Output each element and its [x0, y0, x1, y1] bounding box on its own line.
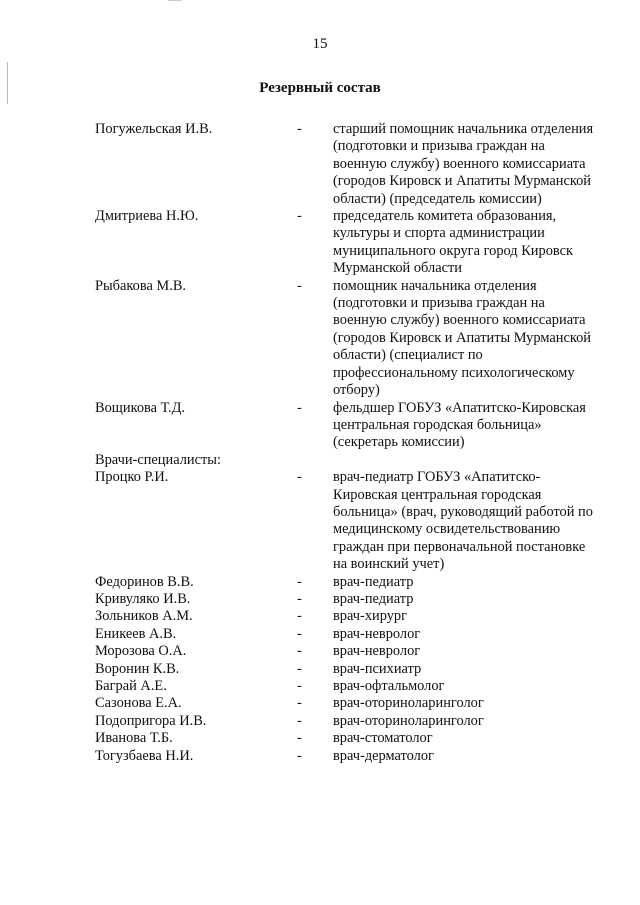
separator-dash: - [297, 712, 302, 729]
member-name: Дмитриева Н.Ю. [95, 208, 199, 225]
member-name: Сазонова Е.А. [95, 695, 182, 712]
member-role [333, 400, 613, 452]
role-line: профессиональному психологическому [333, 364, 575, 381]
role-line: на воинский учет) [333, 556, 445, 573]
role-line: врач-оториноларинголог [333, 712, 484, 729]
roster-row [95, 208, 615, 278]
role-line: отбору) [333, 382, 380, 399]
roster-row [95, 626, 615, 643]
roster-row [95, 591, 615, 608]
role-line: старший помощник начальника отделения [333, 121, 594, 137]
specialists-label-row [95, 452, 615, 469]
roster-row [95, 574, 615, 591]
separator-dash: - [297, 747, 302, 764]
member-role [333, 678, 613, 695]
member-name: Иванова Т.Б. [95, 730, 173, 747]
role-line: врач-стоматолог [333, 730, 433, 747]
role-line: военную службу) военного комиссариата [333, 312, 586, 329]
member-name: Еникеев А.В. [95, 625, 177, 642]
member-name: Баграй А.Е. [95, 678, 167, 694]
member-role [333, 574, 613, 591]
role-line: врач-хирург [333, 608, 408, 625]
role-line: врач-невролог [333, 625, 421, 642]
role-line: врач-офтальмолог [333, 678, 445, 694]
roster-row [95, 469, 615, 573]
specialists-label: Врачи-специалисты: [95, 451, 221, 468]
separator-dash: - [297, 643, 302, 660]
member-role [333, 695, 613, 712]
separator-dash: - [297, 277, 302, 294]
roster-row [95, 400, 615, 452]
separator-dash: - [297, 399, 302, 416]
roster-row [95, 278, 615, 400]
page-number: 15 [312, 36, 328, 52]
member-name: Подопригора И.В. [95, 712, 207, 729]
member-name: Федоринов В.В. [95, 573, 194, 590]
role-line: врач-психиатр [333, 660, 422, 677]
member-name: Морозова О.А. [95, 643, 187, 660]
role-line: медицинскому освидетельствованию [333, 521, 561, 538]
role-line: фельдшер ГОБУЗ «Апатитско-Кировская [333, 399, 586, 416]
role-line: области) (председатель комиссии) [333, 190, 542, 207]
member-name: Процко Р.И. [95, 469, 169, 486]
role-line: культуры и спорта администрации [333, 225, 545, 242]
roster-row [95, 748, 615, 765]
separator-dash: - [297, 469, 302, 486]
roster-row [95, 695, 615, 712]
role-line: центральная городская больница» [333, 416, 542, 433]
role-line: Мурманской области [333, 260, 462, 277]
member-role [333, 661, 613, 678]
member-name: Вощикова Т.Д. [95, 399, 185, 416]
role-line: врач-педиатр [333, 590, 414, 607]
scan-artifact-top [168, 0, 182, 1]
role-line: граждан при первоначальной постановке [333, 538, 586, 555]
separator-dash: - [297, 590, 302, 607]
member-role [333, 469, 613, 573]
role-line: помощник начальника отделения [333, 277, 537, 294]
separator-dash: - [297, 678, 302, 694]
member-role [333, 591, 613, 608]
member-name: Зольников А.М. [95, 608, 193, 625]
role-line: области) (специалист по [333, 347, 483, 364]
member-role [333, 730, 613, 747]
member-name: Рыбакова М.В. [95, 277, 187, 294]
role-line: врач-педиатр [333, 573, 414, 590]
role-line: (городов Кировск и Апатиты Мурманской [333, 173, 591, 190]
member-name: Тогузбаева Н.И. [95, 747, 194, 764]
separator-dash: - [297, 730, 302, 747]
member-name: Погужельская И.В. [95, 121, 213, 137]
role-line: (секретарь комиссии) [333, 434, 465, 451]
roster-row [95, 713, 615, 730]
section-heading: Резервный состав [259, 80, 381, 96]
roster-row [95, 121, 615, 208]
role-line: врач-невролог [333, 643, 421, 660]
role-line: муниципального округа город Кировск [333, 242, 573, 259]
roster-row [95, 730, 615, 747]
separator-dash: - [297, 625, 302, 642]
members-list [95, 121, 615, 452]
member-role [333, 713, 613, 730]
separator-dash: - [297, 573, 302, 590]
role-line: (подготовки и призыва граждан на [333, 295, 545, 312]
roster-row [95, 678, 615, 695]
role-line: (подготовки и призыва граждан на [333, 138, 545, 155]
role-line: Кировская центральная городская [333, 486, 542, 503]
member-name: Кривуляко И.В. [95, 590, 191, 607]
member-role [333, 278, 613, 400]
separator-dash: - [297, 208, 302, 225]
role-line: (городов Кировск и Апатиты Мурманской [333, 329, 591, 346]
member-role [333, 608, 613, 625]
separator-dash: - [297, 121, 302, 137]
role-line: председатель комитета образования, [333, 208, 557, 225]
member-role [333, 748, 613, 765]
member-name: Воронин К.В. [95, 660, 180, 677]
separator-dash: - [297, 660, 302, 677]
specialists-list [95, 469, 615, 765]
member-role [333, 643, 613, 660]
member-role [333, 121, 613, 208]
role-line: военную службу) военного комиссариата [333, 155, 586, 172]
member-role [333, 626, 613, 643]
roster-row [95, 608, 615, 625]
roster-row [95, 643, 615, 660]
role-line: врач-оториноларинголог [333, 695, 484, 712]
role-line: больница» (врач, руководящий работой по [333, 503, 593, 520]
role-line: врач-педиатр ГОБУЗ «Апатитско- [333, 469, 541, 486]
member-role [333, 208, 613, 278]
reserve-roster [95, 121, 615, 765]
separator-dash: - [297, 608, 302, 625]
role-line: врач-дерматолог [333, 747, 434, 764]
roster-row [95, 661, 615, 678]
separator-dash: - [297, 695, 302, 712]
